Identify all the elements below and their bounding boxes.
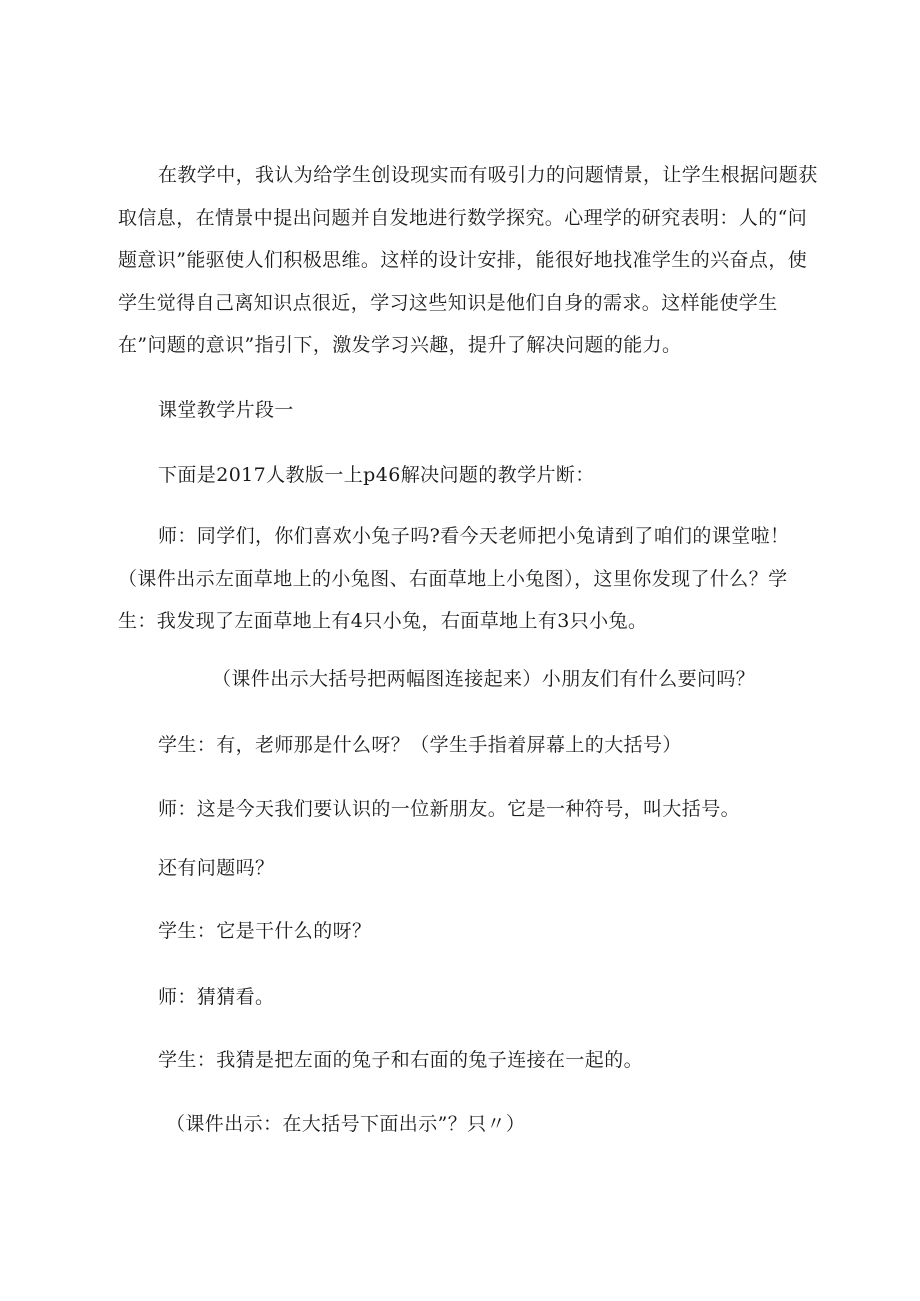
student-line-2: 学生：它是干什么的呀？ [158,920,372,942]
student-line-3: 学生：我猜是把左面的兔子和右面的兔子连接在一起的。 [158,1049,644,1071]
intro-paragraph: 在教学中，我认为给学生创设现实而有吸引力的问题情景，让学生根据问题获取信息，在情景中提出问题并自发地进行数学探究。心理学的研究表明：人的“问题意识”能驱使人们积极思维。这样的设计安排，能很好地找准学生的兴奋点，使学生觉得自己离知识点很近，学习这些知识是他们自身的需求。这样能使学生在”问题的意识”指引下，激发学习兴趣，提升了解决问题的能力。 [118,164,818,356]
teacher-line-2: 师：这是今天我们要认识的一位新朋友。它是一种符号，叫大括号。 [158,798,741,820]
courseware-note-1: （课件出示大括号把两幅图连接起来）小朋友们有什么要问吗？ [212,668,756,690]
courseware-note-2: （课件出示：在大括号下面出示”？只〃） [166,1113,526,1135]
lesson-intro-line: 下面是2017人教版一上p46解决问题的教学片断： [158,464,595,486]
section-heading: 课堂教学片段一 [158,399,294,421]
teacher-line-4: 师：猜猜看。 [158,986,275,1008]
teacher-line-3: 还有问题吗？ [158,857,275,879]
student-line-1: 学生：有，老师那是什么呀？（学生手指着屏幕上的大括号） [158,734,682,756]
teacher-line-1: 师：同学们，你们喜欢小兔子吗?看今天老师把小兔请到了咱们的课堂啦！（课件出示左面草地上的小兔图、右面草地上小兔图），这里你发现了什么？学生：我发现了左面草地上有4只小兔，右面草地上有3只小兔。 [118,525,790,632]
